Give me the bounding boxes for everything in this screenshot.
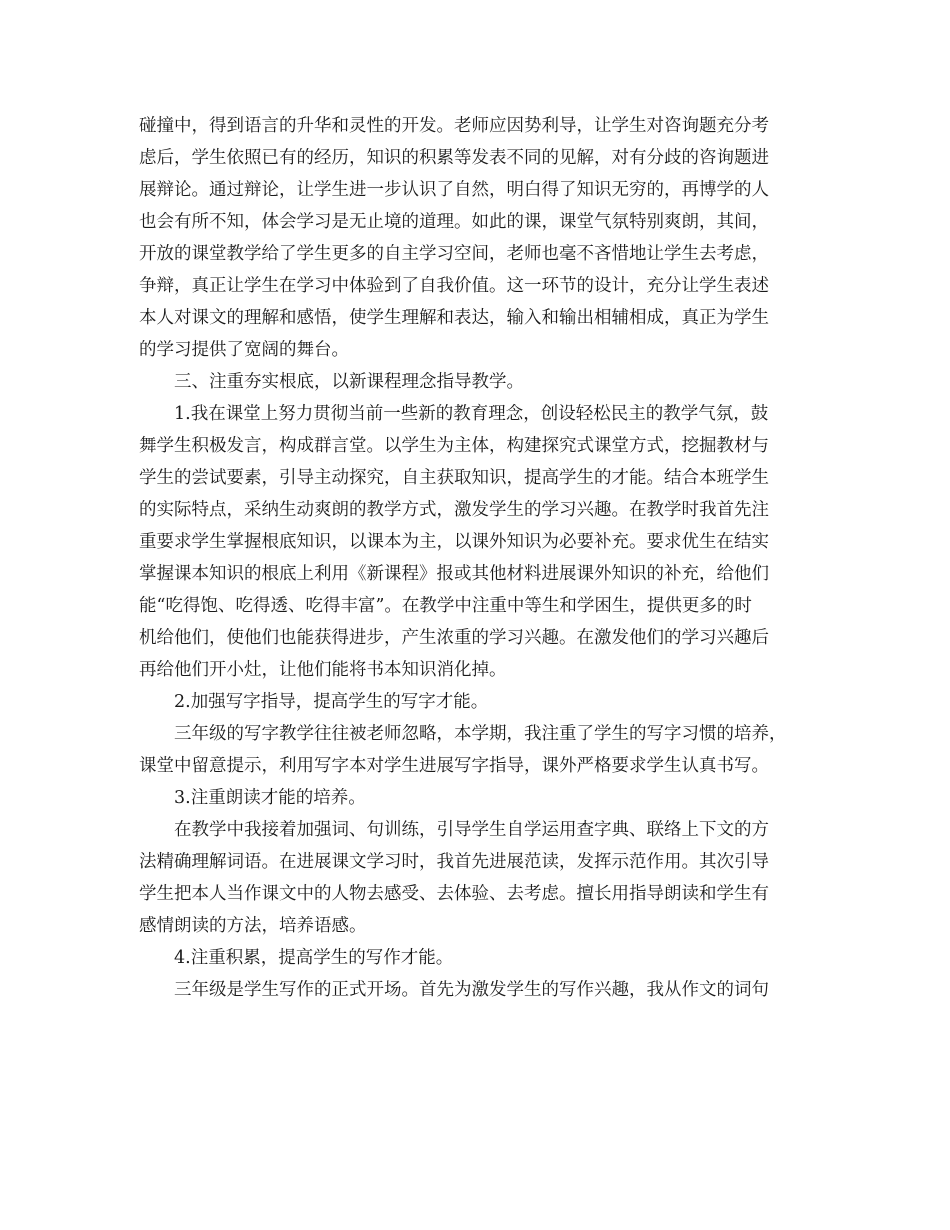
text-line: 机给他们，使他们也能获得进步，产生浓重的学习兴趣。在激发他们的学习兴趣后 <box>139 628 769 648</box>
text-line: 课堂中留意提示，利用写字本对学生进展写字指导，课外严格要求学生认真书写。 <box>139 756 769 776</box>
text-line: 开放的课堂教学给了学生更多的自主学习空间，老师也毫不吝惜地让学生去考虑， <box>139 244 769 264</box>
document-body <box>139 110 829 1006</box>
text-line: 学生把本人当作课文中的人物去感受、去体验、去考虑。擅长用指导朗读和学生有 <box>139 884 769 904</box>
text-line: 的实际特点，采纳生动爽朗的教学方式，激发学生的学习兴趣。在教学时我首先注 <box>139 500 769 520</box>
text-line: 能“吃得饱、吃得透、吃得丰富”。在教学中注重中等生和学困生，提供更多的时 <box>139 596 752 616</box>
text-line: 三年级的写字教学往往被老师忽略，本学期，我注重了学生的写字习惯的培养， <box>174 724 787 744</box>
text-line: 碰撞中，得到语言的升华和灵性的开发。老师应因势利导，让学生对咨询题充分考 <box>139 116 769 136</box>
text-line: 掌握课本知识的根底上利用《新课程》报或其他材料进展课外知识的补充，给他们 <box>139 564 769 584</box>
text-line: 本人对课文的理解和感悟，使学生理解和表达，输入和输出相辅相成，真正为学生 <box>139 308 769 328</box>
text-line: 三年级是学生写作的正式开场。首先为激发学生的写作兴趣，我从作文的词句 <box>174 980 769 1000</box>
subsection-heading: 4.注重积累，提高学生的写作才能。 <box>174 948 454 968</box>
text-line: 的学习提供了宽阔的舞台。 <box>139 340 349 360</box>
text-line: 1.我在课堂上努力贯彻当前一些新的教育理念，创设轻松民主的教学气氛，鼓 <box>174 404 769 424</box>
text-line: 再给他们开小灶，让他们能将书本知识消化掉。 <box>139 660 507 680</box>
text-line: 争辩，真正让学生在学习中体验到了自我价值。这一环节的设计，充分让学生表述 <box>139 276 769 296</box>
text-line: 感情朗读的方法，培养语感。 <box>139 916 367 936</box>
text-line: 学生的尝试要素，引导主动探究，自主获取知识，提高学生的才能。结合本班学生 <box>139 468 769 488</box>
text-line: 在教学中我接着加强词、句训练，引导学生自学运用查字典、联络上下文的方 <box>174 820 769 840</box>
section-heading: 三、注重夯实根底，以新课程理念指导教学。 <box>174 372 524 392</box>
text-line: 舞学生积极发言，构成群言堂。以学生为主体，构建探究式课堂方式，挖掘教材与 <box>139 436 769 456</box>
subsection-heading: 3.注重朗读才能的培养。 <box>174 788 366 808</box>
text-line: 也会有所不知，体会学习是无止境的道理。如此的课，课堂气氛特别爽朗，其间， <box>139 212 769 232</box>
subsection-heading: 2.加强写字指导，提高学生的写字才能。 <box>174 692 489 712</box>
text-line: 虑后，学生依照已有的经历，知识的积累等发表不同的见解，对有分歧的咨询题进 <box>139 148 769 168</box>
text-line: 法精确理解词语。在进展课文学习时，我首先进展范读，发挥示范作用。其次引导 <box>139 852 769 872</box>
text-line: 展辩论。通过辩论，让学生进一步认识了自然，明白得了知识无穷的，再博学的人 <box>139 180 769 200</box>
text-line: 重要求学生掌握根底知识，以课本为主，以课外知识为必要补充。要求优生在结实 <box>139 532 769 552</box>
